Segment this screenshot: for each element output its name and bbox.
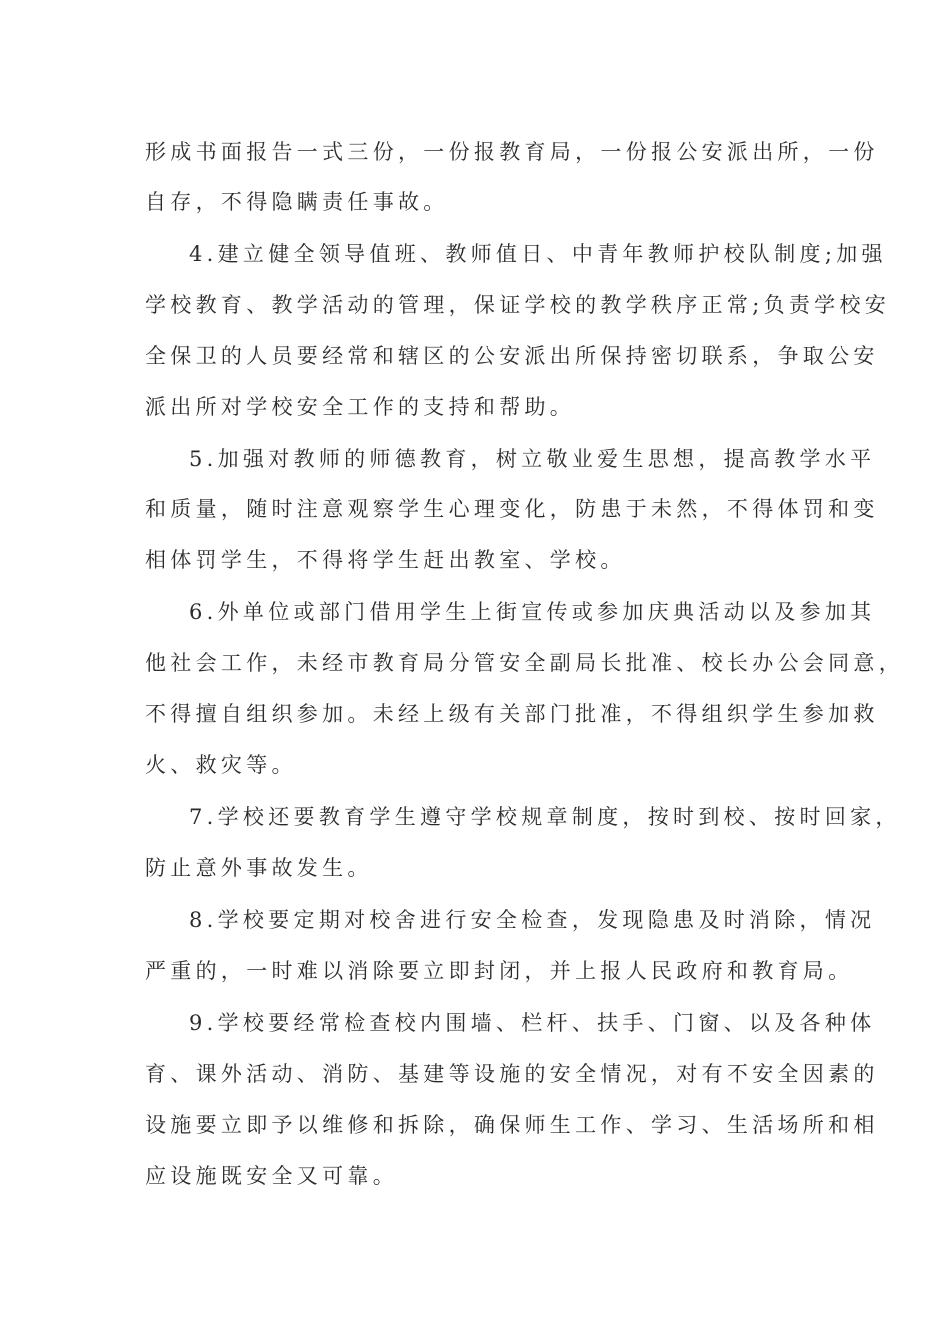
paragraph-line: 8.学校要定期对校舍进行安全检查，发现隐患及时消除，情况	[189, 908, 876, 932]
paragraph-line: 他社会工作，未经市教育局分管安全副局长批准、校长办公会同意，	[145, 651, 904, 675]
paragraph-line: 派出所对学校安全工作的支持和帮助。	[145, 395, 576, 419]
paragraph-line: 防止意外事故发生。	[145, 856, 373, 880]
paragraph-line: 全保卫的人员要经常和辖区的公安派出所保持密切联系，争取公安	[145, 344, 879, 368]
paragraph-line: 严重的，一时难以消除要立即封闭，并上报人民政府和教育局。	[145, 959, 854, 983]
paragraph-line: 学校教育、教学活动的管理，保证学校的教学秩序正常;负责学校安	[145, 293, 891, 317]
paragraph-line: 6.外单位或部门借用学生上街宣传或参加庆典活动以及参加其	[189, 600, 876, 624]
paragraph-line: 形成书面报告一式三份，一份报教育局，一份报公安派出所，一份	[145, 140, 879, 164]
paragraph-line: 5.加强对教师的师德教育，树立敬业爱生思想，提高教学水平	[189, 447, 876, 471]
paragraph-line: 相体罚学生，不得将学生赶出教室、学校。	[145, 548, 626, 572]
paragraph-line: 4.建立健全领导值班、教师值日、中青年教师护校队制度;加强	[189, 242, 887, 266]
paragraph-line: 9.学校要经常检查校内围墙、栏杆、扶手、门窗、以及各种体	[189, 1011, 876, 1035]
paragraph-line: 育、课外活动、消防、基建等设施的安全情况，对有不安全因素的	[145, 1062, 879, 1086]
paragraph-line: 火、救灾等。	[145, 753, 297, 777]
paragraph-line: 7.学校还要教育学生遵守学校规章制度，按时到校、按时回家，	[189, 805, 901, 829]
paragraph-line: 不得擅自组织参加。未经上级有关部门批准，不得组织学生参加救	[145, 702, 879, 726]
paragraph-line: 自存，不得隐瞒责任事故。	[145, 190, 449, 214]
paragraph-line: 和质量，随时注意观察学生心理变化，防患于未然，不得体罚和变	[145, 497, 879, 521]
paragraph-line: 应设施既安全又可靠。	[145, 1164, 398, 1188]
paragraph-line: 设施要立即予以维修和拆除，确保师生工作、学习、生活场所和相	[145, 1113, 879, 1137]
